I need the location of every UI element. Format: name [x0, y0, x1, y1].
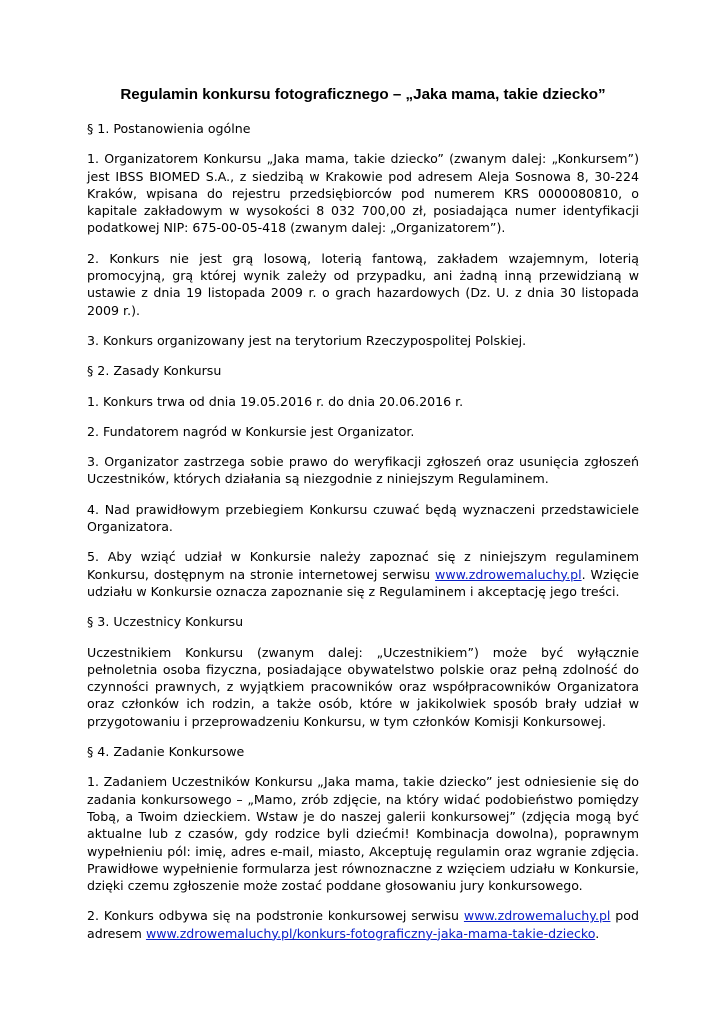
section-2-paragraph-2: 2. Fundatorem nagród w Konkursie jest Organizator.: [87, 423, 415, 439]
section-2-paragraph-3: 3. Organizator zastrzega sobie prawo do weryfikacji zgłoszeń oraz usunięcia zgłoszeń Uczestników, których działania są niezgodnie z niniejszym Regulaminem.: [87, 454, 639, 487]
document-title: Regulamin konkursu fotograficznego – „Jaka mama, takie dziecko”: [120, 86, 606, 103]
section-2-paragraph-1: 1. Konkurs trwa od dnia 19.05.2016 r. do dnia 20.06.2016 r.: [87, 393, 464, 409]
section-1-paragraph-2: 2. Konkurs nie jest grą losową, loterią fantową, zakładem wzajemnym, loterią promocyjną, grą której wynik zależy od przypadku, ani żadną inną przewidzianą w ustawie z dnia 19 listopada 2009 r. o grach hazardowych (Dz. U. z dnia 30 listopada 2009 r.).: [87, 250, 639, 318]
section-2-heading: § 2. Zasady Konkursu: [87, 363, 222, 379]
section-4-paragraph-2-text-middle: pod adresem: [87, 908, 640, 941]
site-link[interactable]: www.zdrowemaluchy.pl: [435, 566, 582, 582]
section-2-paragraph-4: 4. Nad prawidłowym przebiegiem Konkursu czuwać będą wyznaczeni przedstawiciele Organizatora.: [87, 501, 639, 535]
site-link[interactable]: www.zdrowemaluchy.pl: [463, 908, 611, 924]
section-2-paragraph-5-text-end: . Wzięcie udziału w Konkursie oznacza zapoznanie się z Regulaminem i akceptację jego treści.: [87, 566, 639, 599]
section-1-paragraph-1: 1. Organizatorem Konkursu „Jaka mama, takie dziecko” (zwanym dalej: „Konkursem”) jest IBSS BIOMED S.A., z siedzibą w Krakowie pod adresem Aleja Sosnowa 8, 30-224 Kraków, wpisana do rejestru przedsiębiorców pod numerem KRS 0000080810, o kapitale zakładowym w wysokości 8 032 700,00 zł, posiadająca numer identyfikacji podatkowej NIP: 675-00-05-418 (zwanym dalej: „Organizatorem”).: [87, 151, 639, 236]
section-4-paragraph-2-text-end: .: [595, 925, 600, 941]
section-1-heading: § 1. Postanowienia ogólne: [87, 121, 251, 136]
section-3-paragraph-1: Uczestnikiem Konkursu (zwanym dalej: „Uczestnikiem”) może być wyłącznie pełnoletnia osoba fizyczna, posiadające obywatelstwo polskie oraz pełną zdolność do czynności prawnych, z wyjątkiem pracowników oraz współpracowników Organizatora oraz członków ich rodzin, a także osób, które w jakikolwiek sposób brały udział w przygotowaniu i przeprowadzeniu Konkursu, w tym członków Komisji Konkursowej.: [87, 644, 639, 729]
section-4-paragraph-1: 1. Zadaniem Uczestników Konkursu „Jaka mama, takie dziecko” jest odniesienie się do zadania konkursowego – „Mamo, zrób zdjęcie, na który widać podobieństwo pomiędzy Tobą, a Twoim dzieckiem. Wstaw je do naszej galerii konkursowej” (zdjęcia mogą być aktualne lub z czasów, gdy rodzice byli dziećmi! Kombinacja dowolna), poprawnym wypełnieniu pól: imię, adres e-mail, miasto, Akceptuję regulamin oraz wgranie zdjęcia. Prawidłowe wypełnienie formularza jest równoznaczne z wzięciem udziału w Konkursie, dzięki czemu zgłoszenie może zostać poddane głosowaniu jury konkursowego.: [87, 774, 639, 894]
section-4-paragraph-2-text-start: 2. Konkurs odbywa się na podstronie konkursowej serwisu: [87, 908, 464, 924]
section-2-paragraph-5: [87, 548, 639, 600]
section-2-paragraph-5-text-start: 5. Aby wziąć udział w Konkursie należy zapoznać się z niniejszym regulaminem Konkursu, dostępnym na stronie internetowej serwisu: [87, 549, 639, 582]
section-4-paragraph-2: [87, 907, 639, 942]
section-1-paragraph-3: 3. Konkurs organizowany jest na terytorium Rzeczypospolitej Polskiej.: [87, 332, 527, 348]
section-3-heading: § 3. Uczestnicy Konkursu: [87, 614, 244, 630]
section-4-heading: § 4. Zadanie Konkursowe: [87, 744, 245, 760]
contest-page-link[interactable]: www.zdrowemaluchy.pl/konkurs-fotograficzny-jaka-mama-takie-dziecko: [145, 925, 596, 941]
